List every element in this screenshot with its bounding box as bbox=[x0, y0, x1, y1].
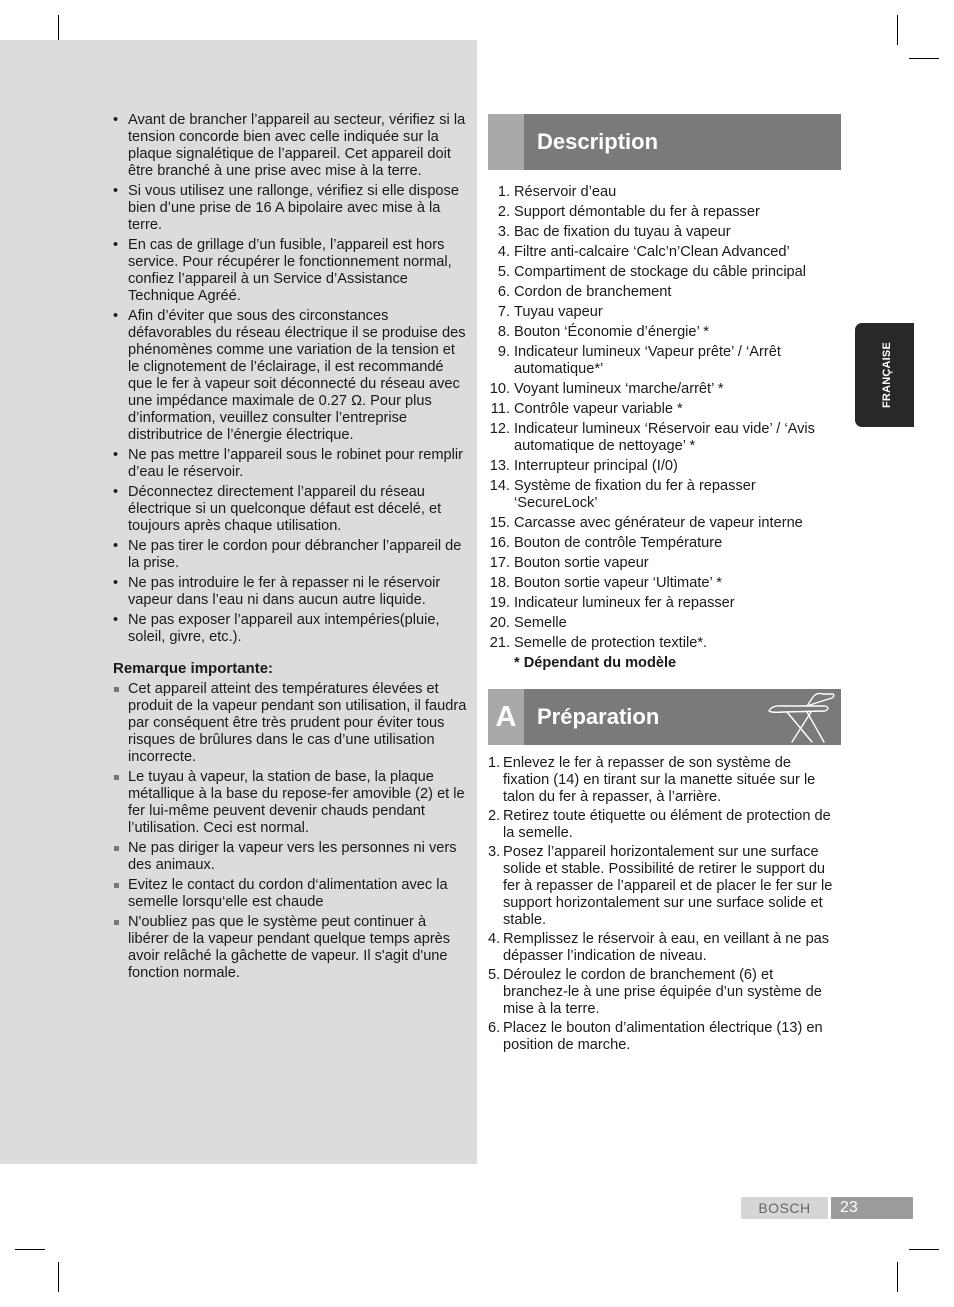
item-number: 7. bbox=[497, 304, 510, 320]
list-item bbox=[488, 224, 841, 241]
remark-heading: Remarque importante: bbox=[113, 660, 274, 677]
list-item bbox=[488, 284, 841, 301]
item-number: 13. bbox=[489, 458, 510, 474]
item-text: Carcasse avec générateur de vapeur interne bbox=[514, 515, 803, 531]
description-list bbox=[488, 184, 841, 652]
preparation-header bbox=[488, 689, 841, 745]
list-item: Le tuyau à vapeur, la station de base, la plaque métallique à la base du repose-fer amovible (2) et le fer lui-même peuvent devenir chauds pendant l’utilisation. Ceci est normal. bbox=[113, 769, 468, 837]
item-number: 9. bbox=[497, 344, 510, 360]
page-number: 23 bbox=[831, 1197, 913, 1219]
list-item: • En cas de grillage d’un fusible, l’appareil est hors service. Pour récupérer le fonctionnement normal, confiez l’appareil à un Service d’Assistance Technique Agréé. bbox=[113, 237, 468, 305]
item-number: 5. bbox=[497, 264, 510, 280]
item-number: 6. bbox=[497, 284, 510, 300]
item-number: 15. bbox=[489, 515, 510, 531]
item-text: Semelle de protection textile*. bbox=[514, 635, 708, 651]
list-item bbox=[488, 755, 841, 806]
language-label: FRANÇAISE bbox=[881, 342, 893, 408]
item-text: Tuyau vapeur bbox=[514, 304, 603, 320]
item-text: Système de fixation du fer à repasser ‘SecureLock’ bbox=[514, 478, 756, 511]
item-number: 14. bbox=[489, 478, 510, 494]
step-text: Retirez toute étiquette ou élément de protection de la semelle. bbox=[503, 808, 831, 841]
list-item bbox=[488, 458, 841, 475]
list-item bbox=[488, 204, 841, 221]
crop-mark bbox=[58, 1262, 59, 1292]
item-text: Réservoir d’eau bbox=[514, 184, 617, 200]
list-item bbox=[488, 967, 841, 1018]
list-item bbox=[488, 555, 841, 572]
section-letter: A bbox=[488, 689, 524, 745]
list-item bbox=[488, 595, 841, 612]
right-column bbox=[488, 114, 841, 1056]
model-note: * Dépendant du modèle bbox=[514, 655, 677, 671]
section-title: Description bbox=[537, 129, 659, 154]
item-text: Bouton sortie vapeur bbox=[514, 555, 649, 571]
crop-mark bbox=[897, 1262, 898, 1292]
list-item bbox=[488, 324, 841, 341]
list-item bbox=[488, 635, 841, 652]
item-text: Bouton sortie vapeur ‘Ultimate’ * bbox=[514, 575, 722, 591]
step-text: Posez l’appareil horizontalement sur une surface solide et stable. Possibilité de retirer le support du fer à repasser de l’appareil et de placer le fer sur le support horizontalement sur une surface solide et stable. bbox=[503, 844, 833, 928]
footer-brand: BOSCH bbox=[741, 1197, 828, 1219]
item-number: 18. bbox=[489, 575, 510, 591]
language-tab bbox=[855, 323, 914, 427]
item-text: Bouton de contrôle Température bbox=[514, 535, 723, 551]
crop-mark bbox=[909, 58, 939, 59]
item-number: 19. bbox=[489, 595, 510, 611]
safety-bullet-list bbox=[113, 112, 468, 646]
list-item bbox=[488, 931, 841, 965]
item-number: 21. bbox=[489, 635, 510, 651]
item-text: Contrôle vapeur variable * bbox=[514, 401, 683, 417]
header-square bbox=[488, 114, 524, 170]
item-text: Compartiment de stockage du câble principal bbox=[514, 264, 807, 280]
step-number: 2. bbox=[488, 808, 501, 824]
list-item bbox=[488, 808, 841, 842]
item-text: Indicateur lumineux ‘Vapeur prête’ / ‘Arrêt automatique*’ bbox=[514, 344, 781, 377]
step-number: 5. bbox=[488, 967, 501, 983]
item-text: Support démontable du fer à repasser bbox=[514, 204, 760, 220]
ironing-board-icon bbox=[767, 691, 837, 743]
list-item: • Avant de brancher l’appareil au secteur, vérifiez si la tension concorde bien avec celle indiquée sur la plaque signalétique de l’appareil. Cet appareil doit être branché à une prise avec mise à la terre. bbox=[113, 112, 468, 180]
item-number: 8. bbox=[497, 324, 510, 340]
item-number: 2. bbox=[497, 204, 510, 220]
list-item: N'oubliez pas que le système peut continuer à libérer de la vapeur pendant quelque temps après avoir relâché la gâchette de vapeur. Il s'agit d'une fonction normale. bbox=[113, 914, 468, 982]
crop-mark bbox=[15, 1249, 45, 1250]
item-number: 1. bbox=[497, 184, 510, 200]
item-number: 3. bbox=[497, 224, 510, 240]
list-item bbox=[488, 244, 841, 261]
item-number: 10. bbox=[489, 381, 510, 397]
list-item bbox=[488, 515, 841, 532]
item-number: 20. bbox=[489, 615, 510, 631]
list-item bbox=[488, 575, 841, 592]
item-number: 11. bbox=[490, 401, 510, 417]
step-text: Remplissez le réservoir à eau, en veillant à ne pas dépasser l’indication de niveau. bbox=[503, 931, 830, 964]
item-text: Bac de fixation du tuyau à vapeur bbox=[514, 224, 731, 240]
list-item: • Ne pas mettre l’appareil sous le robinet pour remplir d’eau le réservoir. bbox=[113, 447, 468, 481]
item-text: Voyant lumineux ‘marche/arrêt’ * bbox=[514, 381, 724, 397]
list-item bbox=[488, 381, 841, 398]
step-number: 6. bbox=[488, 1020, 501, 1036]
section-title: Préparation bbox=[537, 704, 660, 729]
list-item: • Afin d’éviter que sous des circonstances défavorables du réseau électrique il se produise des phénomènes comme une variation de la tension et le clignotement de l’éclairage, il est recommandé que le fer à vapeur soit déconnecté du réseau avec une impédance maximale de 0.27 Ω. Pour plus d’information, veuillez consulter l’entreprise distributrice de l’énergie électrique. bbox=[113, 308, 468, 444]
list-item: Ne pas diriger la vapeur vers les personnes ni vers des animaux. bbox=[113, 840, 468, 874]
list-item bbox=[488, 615, 841, 632]
item-text: Bouton ‘Économie d’énergie’ * bbox=[514, 324, 709, 340]
item-number: 16. bbox=[489, 535, 510, 551]
item-text: Interrupteur principal (I/0) bbox=[514, 458, 678, 474]
list-item bbox=[488, 304, 841, 321]
list-item bbox=[488, 184, 841, 201]
item-number: 12. bbox=[489, 421, 510, 437]
step-text: Placez le bouton d’alimentation électrique (13) en position de marche. bbox=[503, 1020, 823, 1053]
preparation-steps bbox=[488, 755, 841, 1054]
item-text: Filtre anti-calcaire ‘Calc’n’Clean Advanced’ bbox=[514, 244, 790, 260]
list-item: • Ne pas exposer l’appareil aux intempéries(pluie, soleil, givre, etc.). bbox=[113, 612, 468, 646]
step-number: 3. bbox=[488, 844, 501, 860]
remark-list bbox=[113, 681, 468, 982]
step-text: Enlevez le fer à repasser de son système de fixation (14) en tirant sur la manette située sur le talon du fer à repasser, à l’arrière. bbox=[503, 755, 816, 805]
step-number: 1. bbox=[488, 755, 501, 771]
item-text: Semelle bbox=[514, 615, 567, 631]
list-item: Evitez le contact du cordon d‘alimentation avec la semelle lorsqu‘elle est chaude bbox=[113, 877, 468, 911]
crop-mark bbox=[897, 15, 898, 45]
safety-column bbox=[113, 112, 468, 985]
list-item: • Déconnectez directement l’appareil du réseau électrique si un quelconque défaut est décelé, et toujours après chaque utilisation. bbox=[113, 484, 468, 535]
step-number: 4. bbox=[488, 931, 501, 947]
list-item bbox=[488, 264, 841, 281]
item-number: 17. bbox=[489, 555, 510, 571]
list-item bbox=[488, 844, 841, 929]
list-item: Cet appareil atteint des températures élevées et produit de la vapeur pendant son utilisation, il faudra par conséquent être très prudent pour éviter tous risques de brûlures dans le cas d’une utilisation incorrecte. bbox=[113, 681, 468, 766]
step-text: Déroulez le cordon de branchement (6) et branchez-le à une prise équipée d’un système de mise à la terre. bbox=[503, 967, 822, 1017]
crop-mark bbox=[909, 1249, 939, 1250]
list-item bbox=[488, 421, 841, 455]
description-header bbox=[488, 114, 841, 170]
list-item bbox=[488, 344, 841, 378]
list-item: • Ne pas introduire le fer à repasser ni le réservoir vapeur dans l’eau ni dans aucun autre liquide. bbox=[113, 575, 468, 609]
list-item bbox=[488, 401, 841, 418]
list-item bbox=[488, 1020, 841, 1054]
item-text: Cordon de branchement bbox=[514, 284, 672, 300]
item-text: Indicateur lumineux ‘Réservoir eau vide’ / ‘Avis automatique de nettoyage’ * bbox=[514, 421, 815, 454]
list-item: • Si vous utilisez une rallonge, vérifiez si elle dispose bien d’une prise de 16 A bipolaire avec mise à la terre. bbox=[113, 183, 468, 234]
item-text: Indicateur lumineux fer à repasser bbox=[514, 595, 735, 611]
list-item bbox=[488, 478, 841, 512]
list-item bbox=[488, 535, 841, 552]
list-item: • Ne pas tirer le cordon pour débrancher l’appareil de la prise. bbox=[113, 538, 468, 572]
item-number: 4. bbox=[497, 244, 510, 260]
